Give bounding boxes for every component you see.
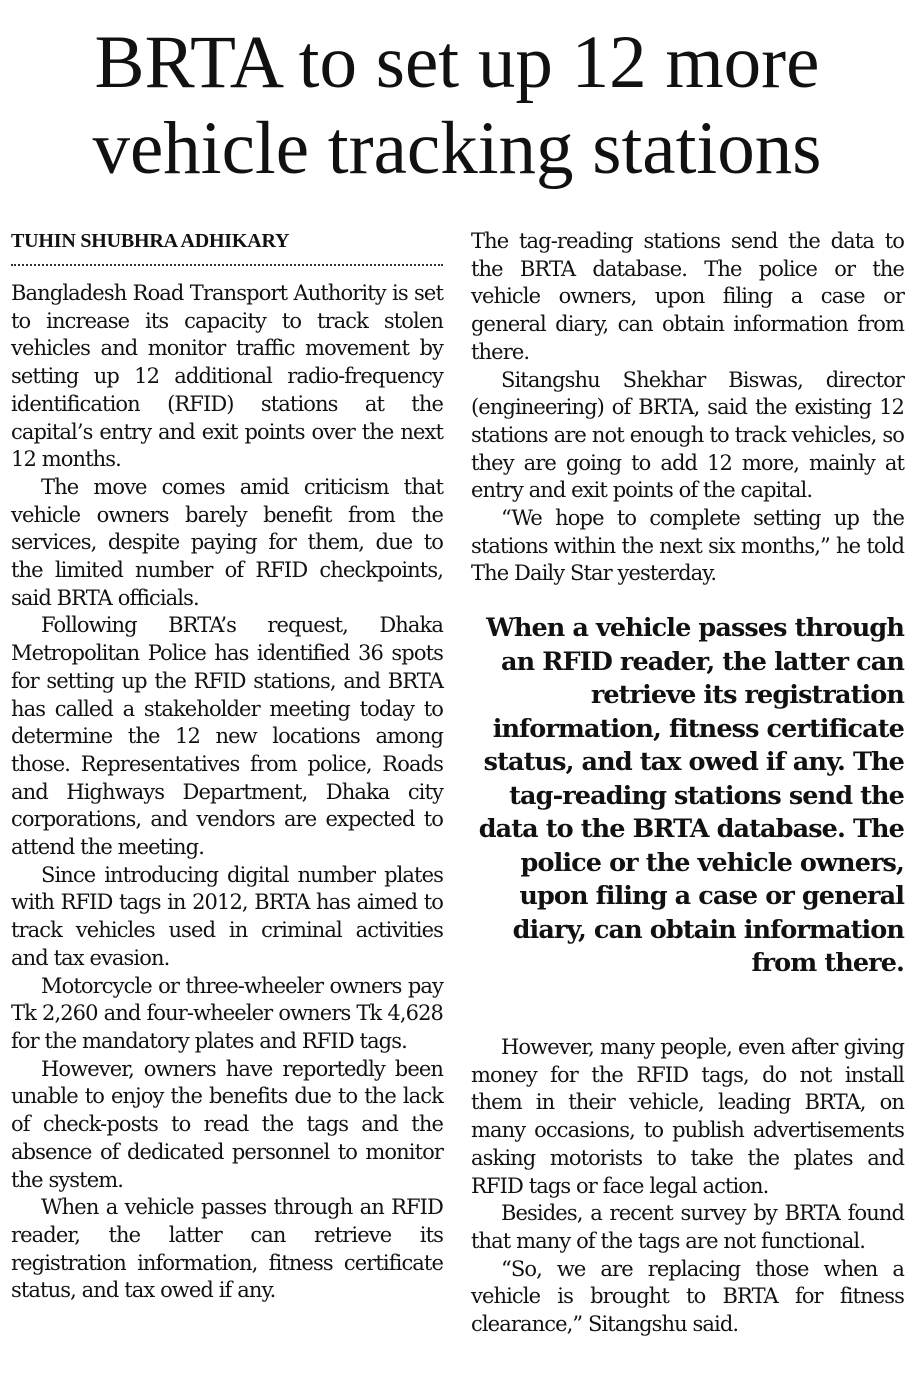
paragraph: Since introducing digital number plates with RFID tags in 2012, BRTA has aimed to track vehicles used in criminal activities and tax evasion. — [11, 862, 443, 970]
pull-quote: When a vehicle passes through an RFID reader, the latter can retrieve its registration information, fitness certificate status, and tax owed if any. The tag-reading stations send the data to the BRTA database. The police or the vehicle owners, upon filing a case or general diary, can obtain information from there. — [478, 613, 904, 978]
headline-line-2: vehicle tracking stations — [92, 107, 822, 190]
paragraph: When a vehicle passes through an RFID reader, the latter can retrieve its registration information, fitness certificate status, and tax owed if any. — [11, 1195, 443, 1303]
paragraph: Following BRTA’s request, Dhaka Metropolitan Police has identified 36 spots for setting up the RFID stations, and BRTA has called a stakeholder meeting today to determine the 12 new locations among those. Representatives from police, Roads and Highways Department, Dhaka city corporations, and vendors are expected to attend the meeting. — [11, 613, 443, 860]
paragraph: The tag-reading stations send the data to the BRTA database. The police or the vehicle owners, upon filing a case or general diary, can obtain information from there. — [471, 229, 904, 364]
paragraph: The move comes amid criticism that vehicle owners barely benefit from the services, despite paying for them, due to the limited number of RFID checkpoints, said BRTA officials. — [11, 474, 443, 610]
article-column-right-bottom — [471, 1034, 904, 1339]
paragraph: Besides, a recent survey by BRTA found that many of the tags are not functional. — [471, 1201, 904, 1253]
paragraph: However, many people, even after giving money for the RFID tags, do not install them in their vehicle, leading BRTA, on many occasions, to publish advertisements asking motorists to take the plates and RFID tags or face legal action. — [471, 1035, 904, 1198]
paragraph: However, owners have reportedly been unable to enjoy the benefits due to the lack of check-posts to read the tags and the absence of dedicated personnel to monitor the system. — [11, 1056, 443, 1192]
headline-line-1: BRTA to set up 12 more — [94, 21, 820, 104]
byline-divider — [11, 264, 443, 266]
paragraph: Sitangshu Shekhar Biswas, director (engineering) of BRTA, said the existing 12 stations are not enough to track vehicles, so they are going to add 12 more, mainly at entry and exit points of the capital. — [471, 367, 904, 503]
paragraph: Motorcycle or three-wheeler owners pay Tk 2,260 and four-wheeler owners Tk 4,628 for the mandatory plates and RFID tags. — [11, 973, 443, 1053]
article-column-left — [11, 280, 443, 1305]
paragraph: “So, we are replacing those when a vehicle is brought to BRTA for fitness clearance,” Sitangshu said. — [471, 1256, 904, 1337]
paragraph: Bangladesh Road Transport Authority is set to increase its capacity to track stolen vehicles and monitor traffic movement by setting up 12 additional radio-frequency identification (RFID) stations at the capital’s entry and exit points over the next 12 months. — [11, 281, 443, 472]
article-column-right-top — [471, 228, 904, 588]
byline: TUHIN SHUBHRA ADHIKARY — [11, 230, 290, 252]
paragraph: “We hope to complete setting up the stations within the next six months,” he told The Daily Star yesterday. — [471, 506, 904, 586]
headline — [8, 20, 906, 192]
